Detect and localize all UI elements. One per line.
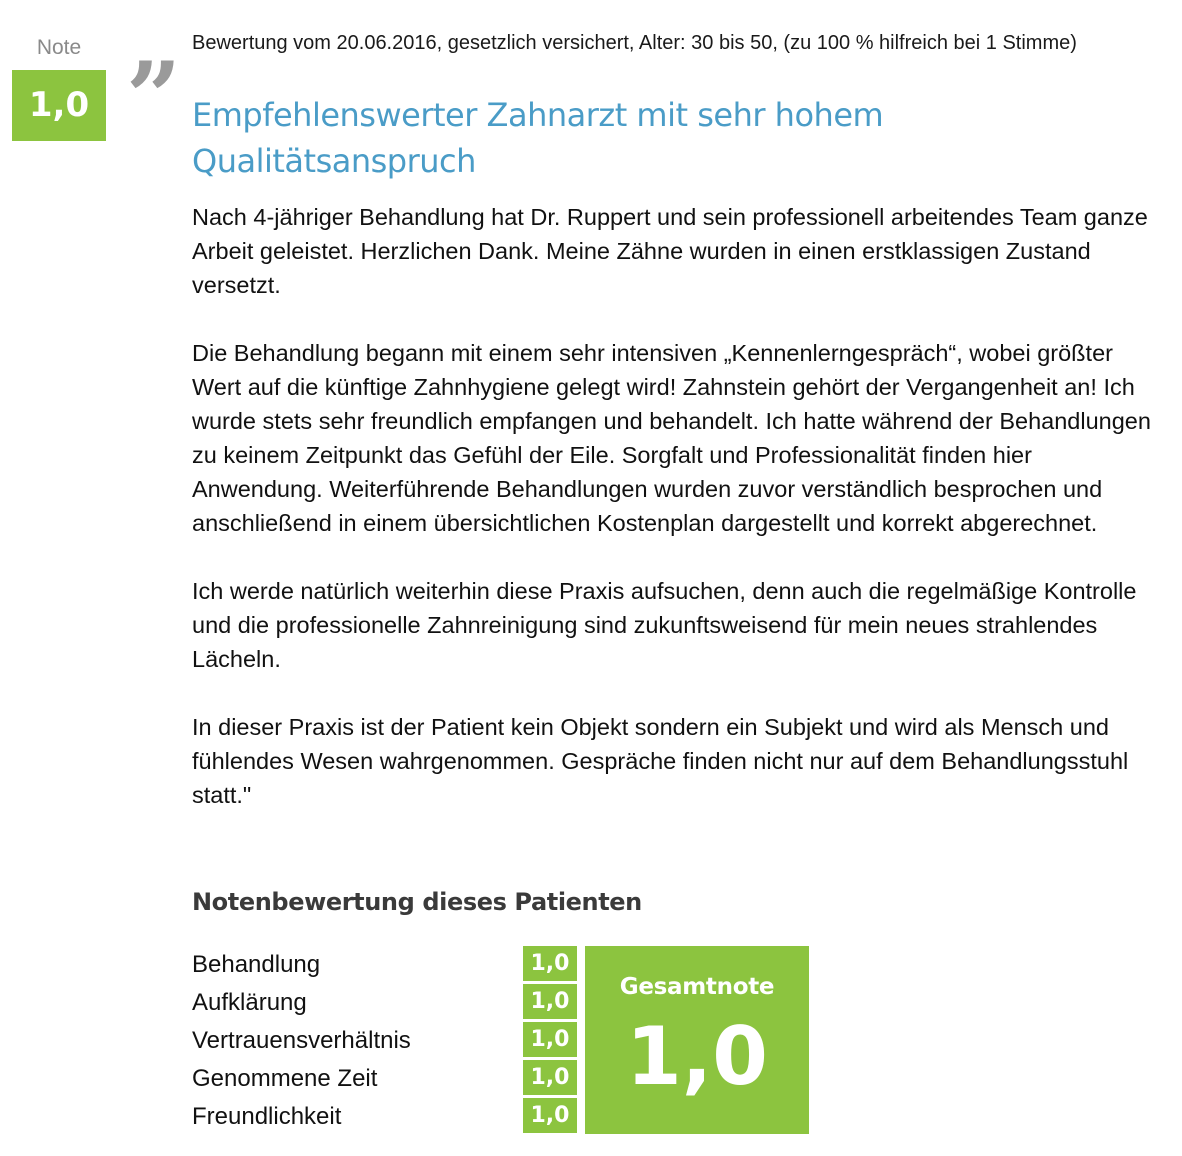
total-grade-box [585, 946, 809, 1134]
grade-label: Freundlichkeit [192, 1103, 342, 1130]
grade-label: Aufklärung [192, 989, 307, 1016]
grade-label: Behandlung [192, 951, 321, 978]
grade-value: 1,0 [523, 984, 577, 1019]
review-paragraph: Nach 4-jähriger Behandlung hat Dr. Ruppert und sein professionell arbeitendes Team ganze Arbeit geleistet. Herzlichen Dank. Meine Zähne wurden in einen erstklassigen Zustand versetzt. [192, 204, 1148, 298]
grade-label: Vertrauensverhältnis [192, 1027, 411, 1054]
grades-heading: Notenbewertung dieses Patienten [192, 888, 642, 916]
grade-value: 1,0 [523, 1060, 577, 1095]
grade-row-genommene-zeit [192, 1060, 582, 1098]
review-meta: Bewertung vom 20.06.2016, gesetzlich versichert, Alter: 30 bis 50, (zu 100 % hilfreich bei 1 Stimme) [192, 32, 1077, 54]
grade-row-freundlichkeit [192, 1098, 582, 1136]
grade-row-behandlung [192, 946, 582, 984]
grade-label: Genommene Zeit [192, 1065, 378, 1092]
rating-label: Note [36, 36, 82, 59]
grade-row-aufklaerung [192, 984, 582, 1022]
grades-table [192, 946, 812, 1136]
grade-value: 1,0 [523, 1098, 577, 1133]
review-title: Empfehlenswerter Zahnarzt mit sehr hohem Qualitätsanspruch [192, 96, 884, 180]
grade-value: 1,0 [523, 946, 577, 981]
review-paragraph: Die Behandlung begann mit einem sehr intensiven „Kennenlerngespräch“, wobei größter Wert auf die künftige Zahnhygiene gelegt wird! Zahnstein gehört der Vergangenheit an! Ich wurde stets sehr freundlich empfangen und behandelt. Ich hatte während der Behandlungen zu keinem Zeitpunkt das Gefühl der Eile. Sorgfalt und Professionalität finden hier Anwendung. Weiterführende Behandlungen wurden zuvor verständlich besprochen und anschließend in einem übersichtlichen Kostenplan dargestellt und korrekt abgerechnet. [192, 340, 1151, 536]
grade-value: 1,0 [523, 1022, 577, 1057]
rating-badge: 1,0 [12, 70, 106, 141]
review-paragraph: In dieser Praxis ist der Patient kein Objekt sondern ein Subjekt und wird als Mensch und fühlendes Wesen wahrgenommen. Gespräche finden nicht nur auf dem Behandlungsstuhl statt." [192, 714, 1129, 808]
total-grade-label: Gesamtnote [619, 974, 775, 1000]
review-paragraph: Ich werde natürlich weiterhin diese Praxis aufsuchen, denn auch die regelmäßige Kontrolle und die professionelle Zahnreinigung sind zukunftsweisend für mein neues strahlendes Lächeln. [192, 578, 1137, 672]
grade-row-vertrauensverhaeltnis [192, 1022, 582, 1060]
total-grade-value: 1,0 [626, 1010, 768, 1103]
review-body [192, 200, 1167, 846]
quote-mark-icon: ” [126, 41, 182, 154]
